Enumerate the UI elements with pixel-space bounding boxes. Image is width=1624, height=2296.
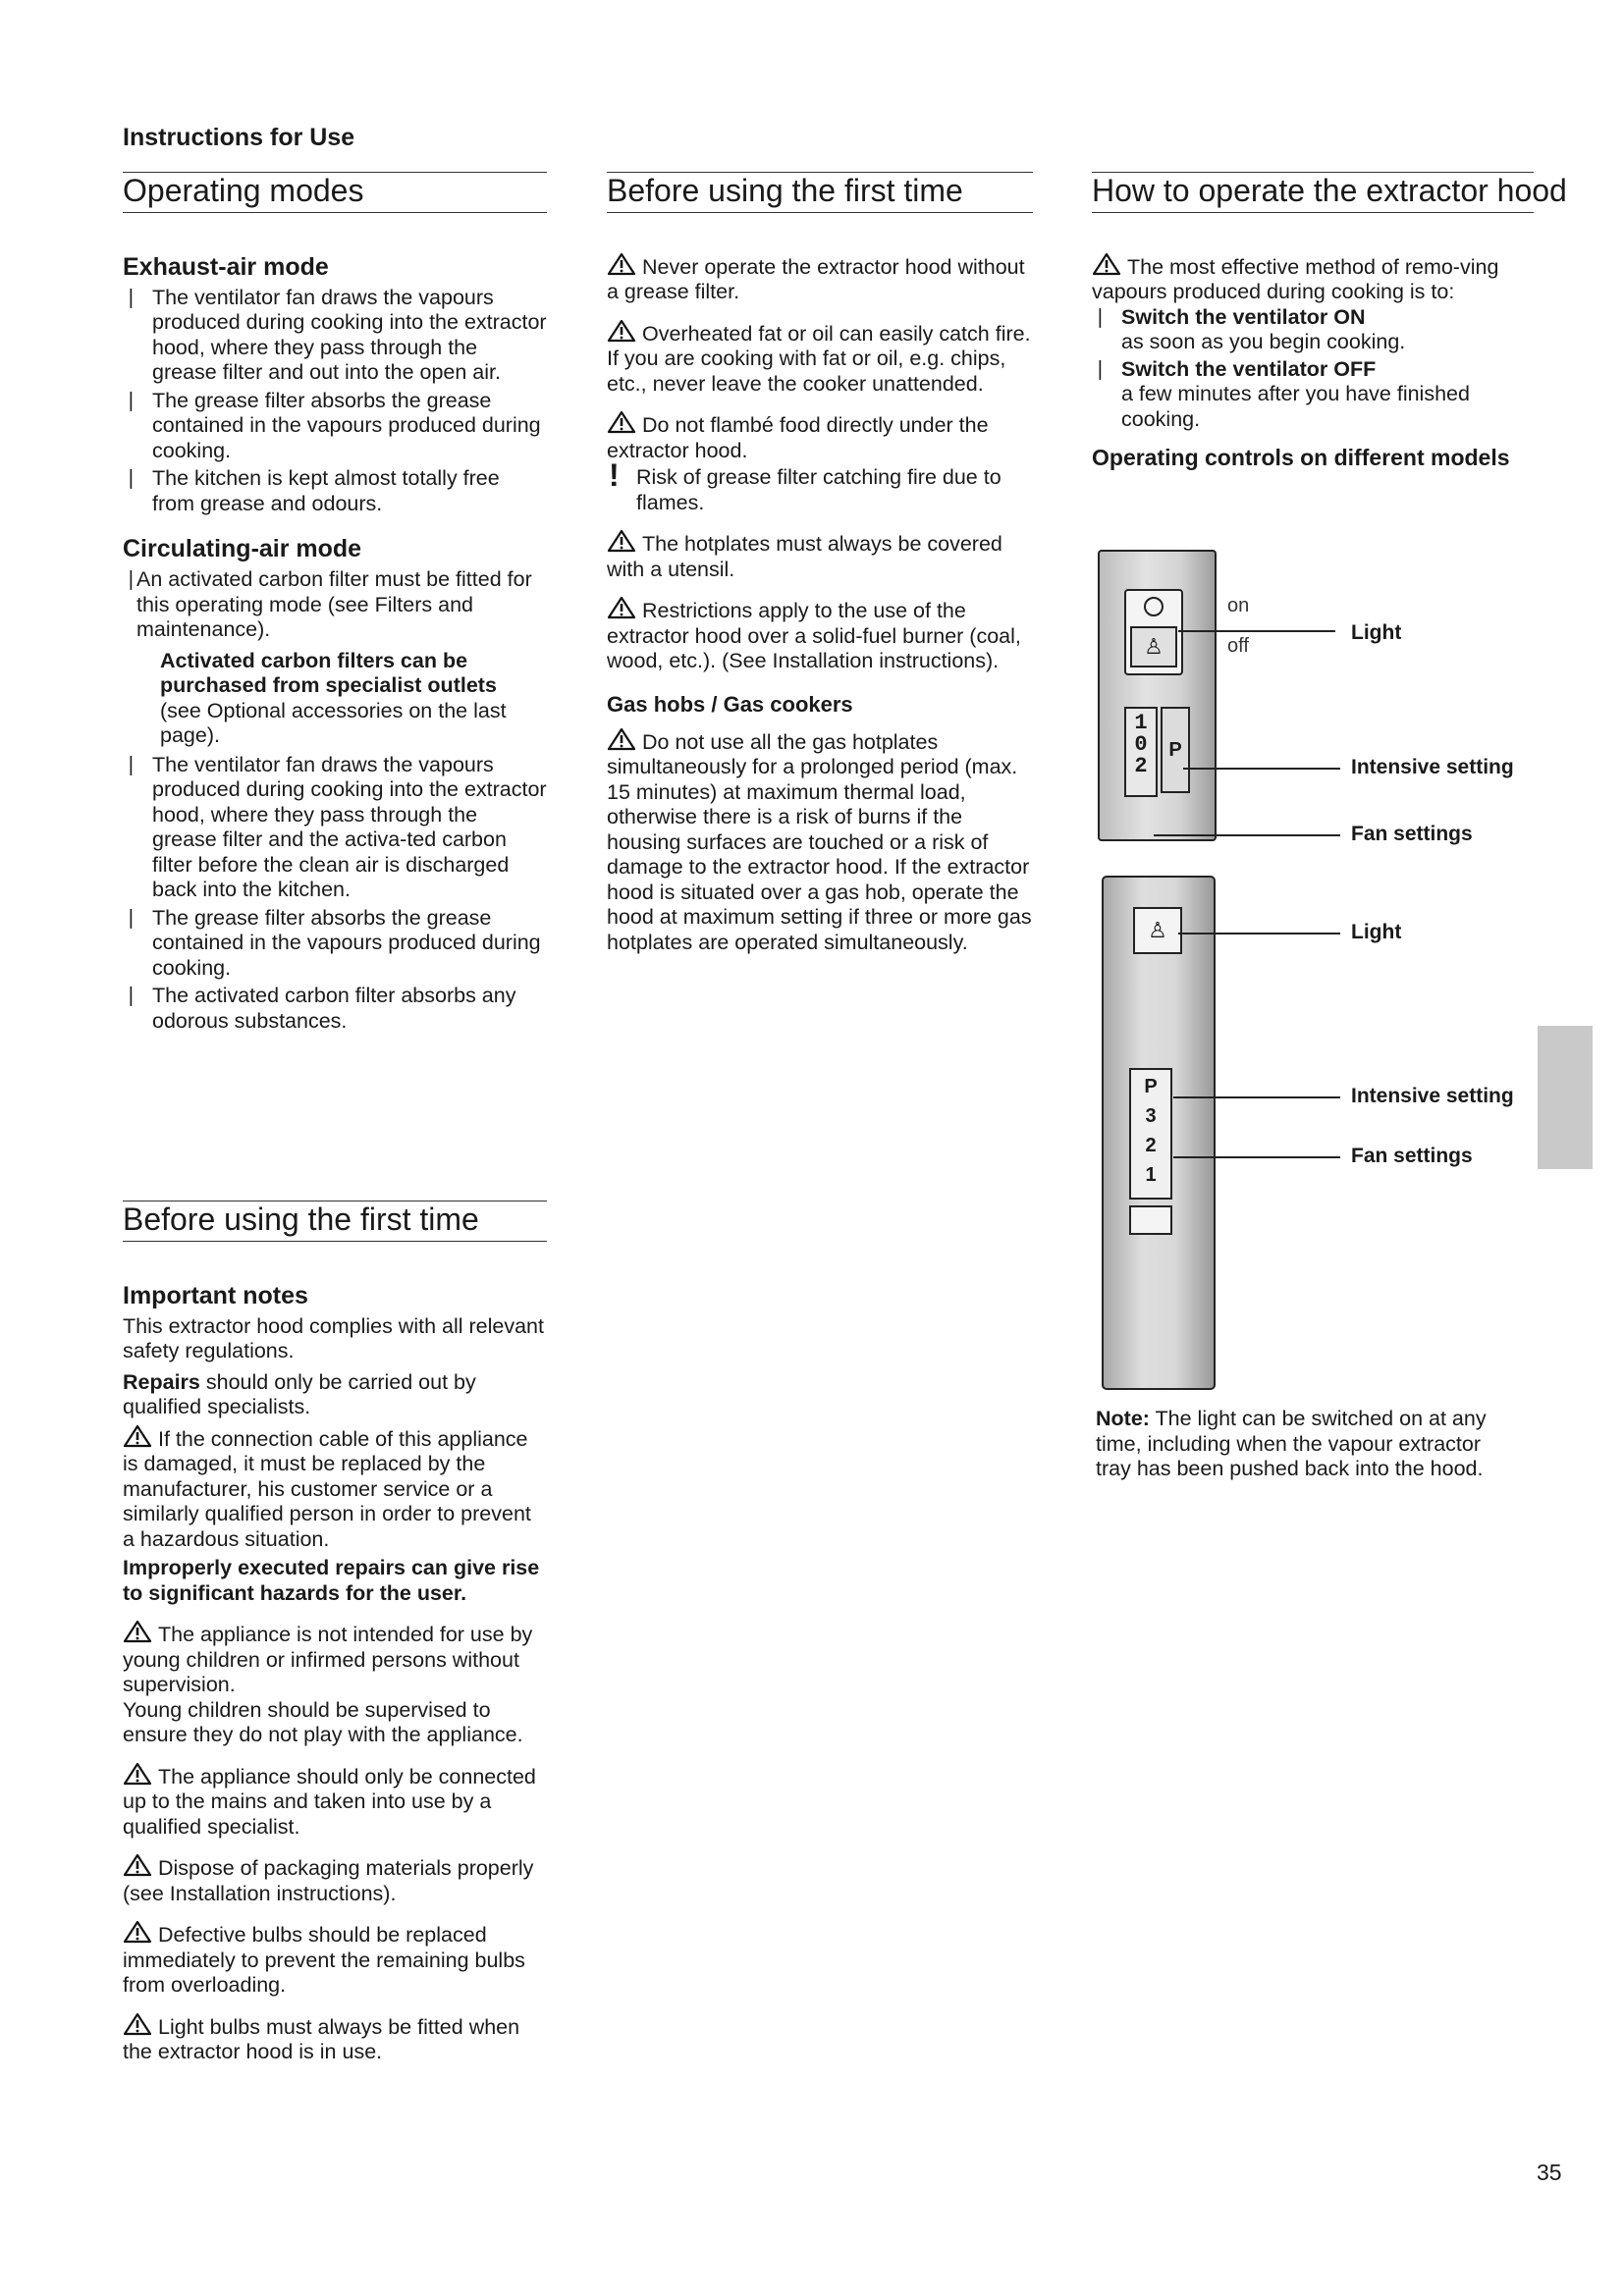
warning-icon [123,1920,152,1944]
document-header: Instructions for Use [123,124,355,151]
warning-icon [123,1620,152,1643]
list-item: ❘ The kitchen is kept almost totally free from grease and odours. [123,466,500,515]
warning-icon [607,319,636,343]
intensive-button[interactable]: P [1161,707,1190,793]
warning-icon [123,1424,152,1448]
warning-bulbs: Defective bulbs should be replaced immediately to prevent the remaining bulbs from overloading. [123,1920,547,1999]
page-number: 35 [1537,2160,1562,2185]
section-heading-operating-modes: Operating modes [123,172,547,213]
off-label: off [1227,635,1249,657]
fire-risk-note: ! Risk of grease filter catching fire due to flames. [609,457,1001,514]
warning-flambe: Do not flambé food directly under the extractor hood. [607,410,1033,463]
leader-line [1173,1096,1340,1098]
operating-controls-title: Operating controls on different models [1092,445,1510,470]
carbon-filter-note: Activated carbon filters can be purchased from specialist outlets (see Optional accessories on the last page). [160,648,507,747]
warning-grease-filter: Never operate the extractor hood without a grease filter. [607,252,1033,305]
list-item: ❘ The ventilator fan draws the vapours produced during cooking into the extractor hood, where they pass through the grease filter and the activa-ted carbon filter before the clean air is discharged back into the kitchen. [123,752,547,901]
circulating-air-title: Circulating-air mode [123,535,362,562]
fan-speed-keys[interactable]: P 3 2 1 [1129,1068,1172,1200]
warning-icon [607,529,636,553]
gas-hobs-title: Gas hobs / Gas cookers [607,691,853,717]
warning-gas-hotplates: Do not use all the gas hotplates simultaneously for a prolonged period (max. 15 minutes) at maximum thermal load, otherwise there is a risk of burns if the housing surfaces are touched or a risk of damage to the extractor hood. If the extractor hood is situated over a gas hob, operate the hood at maximum setting if three or more gas hotplates are operated simultaneously. [607,727,1033,956]
warning-icon [607,727,636,751]
column-before-first-use [123,1201,547,2065]
repairs-text: Repairs should only be carried out by qualified specialists. [123,1369,476,1418]
light-note: Note: The light can be switched on at any time, including when the vapour extractor tray has been pushed back into the hood. [1096,1407,1487,1480]
warning-icon [1092,252,1121,276]
warning-icon [607,410,636,434]
exclamation-icon: ! [609,457,620,493]
list-item: ❘ The grease filter absorbs the grease contained in the vapours produced during cooking. [123,388,541,462]
fan-settings-switch[interactable]: 1 0 2 [1124,707,1158,797]
fan-settings-label: Fan settings [1351,1145,1473,1167]
light-label: Light [1351,621,1402,644]
page-tab-marker [1538,1026,1593,1169]
warning-packaging: Dispose of packaging materials properly (see Installation instructions). [123,1853,547,1906]
important-notes-title: Important notes [123,1281,308,1309]
power-circle-icon [1144,597,1164,616]
control-panel-model-2 [1102,876,1216,1390]
warning-icon [123,1762,152,1786]
list-item: ❘ Switch the ventilator OFF a few minutes after you have finished cooking. [1092,356,1470,431]
light-button[interactable] [1133,907,1182,954]
lamp-icon: ♙ [1148,918,1167,942]
column-how-to-operate [1092,172,1567,471]
warning-cable: If the connection cable of this appliance is damaged, it must be replaced by the manufacturer, his customer service or a similarly qualified person in order to prevent a hazardous situation. [123,1424,547,1553]
leader-line [1154,834,1340,836]
warning-icon [607,596,636,619]
section-heading-before-first-time: Before using the first time [607,172,1033,213]
lamp-icon: ♙ [1130,626,1177,667]
fan-settings-label: Fan settings [1351,823,1473,845]
warning-hotplates: The hotplates must always be covered with a utensil. [607,529,1033,582]
control-panel-model-1 [1098,550,1217,841]
section-heading-before-first-use: Before using the first time [123,1201,547,1242]
warning-mains: The appliance should only be connected up to the mains and taken into use by a qualified specialist. [123,1762,547,1841]
warning-children: The appliance is not intended for use by young children or infirmed persons without supervision. Young children should be supervised to ensure they do not play with the appliance. [123,1620,547,1748]
list-item: ❘ Switch the ventilator ON as soon as you begin cooking. [1092,304,1406,353]
list-item: ❘ The grease filter absorbs the grease contained in the vapours produced during cooking. [123,905,541,980]
warning-icon [607,252,636,276]
light-label: Light [1351,921,1402,943]
column-operating-modes [123,172,547,1034]
warning-bulbs-fitted: Light bulbs must always be fitted when the extractor hood is in use. [123,2012,547,2065]
intensive-setting-label: Intensive setting [1351,756,1514,778]
warning-solid-fuel: Restrictions apply to the use of the extractor hood over a solid-fuel burner (coal, wood, etc.). (See Installation instructions). [607,596,1033,674]
list-item: ❘ The activated carbon filter absorbs any odorous substances. [123,984,516,1033]
list-item: ❘ The ventilator fan draws the vapours produced during cooking into the extractor hood, where they pass through the grease filter and out into the open air. [123,285,547,384]
leader-line [1183,768,1340,770]
leader-line [1178,933,1340,934]
repairs-hazard-text: Improperly executed repairs can give rise to significant hazards for the user. [123,1556,540,1605]
warning-icon [123,1853,152,1877]
warning-effective-method: The most effective method of remo-ving vapours produced during cooking is to: [1092,252,1534,305]
leader-line [1173,1156,1340,1158]
exhaust-air-title: Exhaust-air mode [123,252,329,281]
intensive-setting-label: Intensive setting [1351,1085,1514,1107]
list-item: ❘ An activated carbon filter must be fitted for this operating mode (see Filters and maintenance). [123,567,532,641]
light-rocker-switch[interactable] [1124,589,1183,675]
off-button[interactable] [1129,1205,1172,1235]
compliance-text: This extractor hood complies with all relevant safety regulations. [123,1313,544,1362]
section-heading-how-to-operate: How to operate the extractor hood [1092,172,1534,213]
on-label: on [1227,595,1250,616]
leader-line [1178,630,1335,632]
column-before-first-time [607,172,1033,955]
warning-icon [123,2012,152,2036]
warning-overheated-fat: Overheated fat or oil can easily catch fire. If you are cooking with fat or oil, e.g. chips, etc., never leave the cooker unattended. [607,319,1033,398]
